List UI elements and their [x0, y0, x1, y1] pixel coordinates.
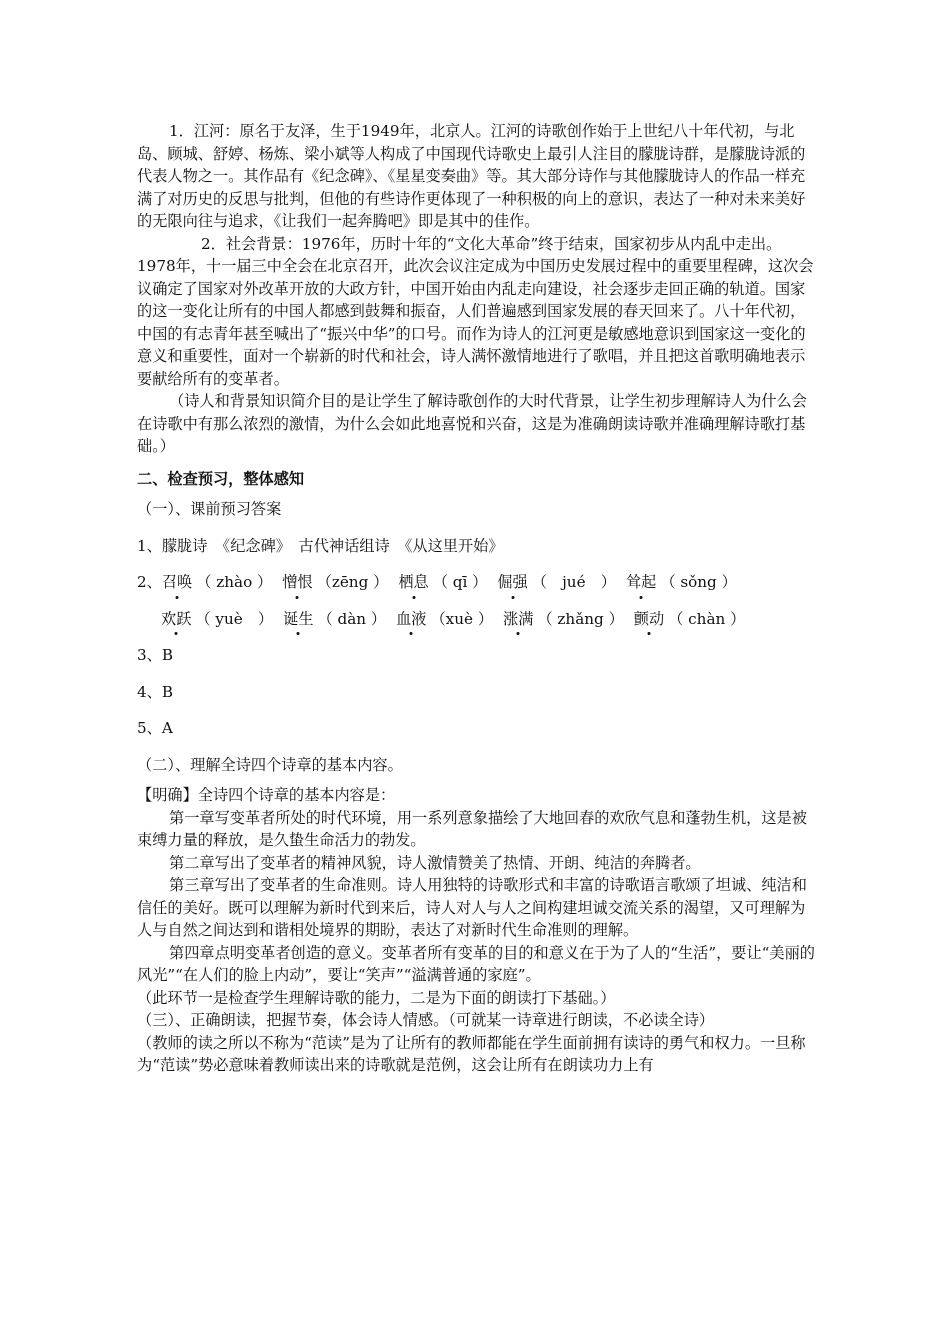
pinyin-reading: （zēng ） — [316, 573, 389, 591]
pinyin-reading: （ jué ） — [531, 573, 616, 591]
pinyin-word: 颤动 — [634, 608, 664, 631]
pinyin-reading: （ zhào ） — [196, 573, 273, 591]
answer-5: 5、A — [137, 719, 173, 737]
pinyin-word: 血液 — [396, 608, 426, 631]
pinyin-reading: （ yuè ） — [195, 609, 274, 628]
answer-1: 1、朦胧诗 《纪念碑》 古代神话组诗 《从这里开始》 — [137, 536, 504, 555]
chapter-2-summary: 第二章写出了变革者的精神风貌，诗人激情赞美了热情、开朗、纯洁的奔腾者。 — [169, 853, 701, 872]
pinyin-reading: （ dàn ） — [317, 609, 387, 628]
paragraph-poet-intro: 1．江河：原名于友泽，生于1949年，北京人。江河的诗歌创作始于上世纪八十年代初，与北岛、顾城、舒婷、杨炼、梁小斌等人构成了中国现代诗歌史上最引人注目的朦胧诗群，是朦胧诗派的代表人物之一。其作品有《纪念碑》、《星星变奏曲》等。其大部分诗作与其他朦胧诗人的作品一样充满了对历史的反思与批判，但他的有些诗作更体现了一种积极的向上的意识，表达了一种对未来美好的无限向往与追求，《让我们一起奔腾吧》即是其中的佳作。 — [137, 122, 806, 230]
answer-2-row-1 — [137, 571, 817, 594]
pinyin-reading: （ sǒng ） — [660, 573, 737, 591]
pinyin-word: 倔强 — [497, 571, 527, 594]
answer-2-label: 2、 — [137, 573, 162, 591]
subheading-reading: （三）、正确朗读，把握节奏，体会诗人情感。（可就某一诗章进行朗读，不必读全诗） — [137, 1011, 715, 1029]
pinyin-reading: （ zhǎng ） — [537, 609, 624, 628]
pinyin-word: 憎恨 — [282, 571, 312, 594]
pinyin-word: 召唤 — [162, 571, 192, 594]
pinyin-word: 耸起 — [626, 571, 656, 594]
pinyin-reading: （ qī ） — [432, 573, 488, 591]
subheading-poem-content: （二）、理解全诗四个诗章的基本内容。 — [137, 755, 403, 774]
section-heading-preview: 二、检查预习，整体感知 — [137, 469, 305, 488]
chapter-1-summary: 第一章写变革者所处的时代环境，用一系列意象描绘了大地回春的欢欣气息和蓬勃生机，这是被束缚力量的释放，是久蛰生命活力的勃发。 — [137, 808, 807, 849]
clarify-label: 【明确】全诗四个诗章的基本内容是： — [137, 786, 396, 804]
subheading-preview-answers: （一）、课前预习答案 — [137, 500, 282, 518]
pinyin-word: 栖息 — [398, 571, 428, 594]
chapter-3-summary: 第三章写出了变革者的生命准则。诗人用独特的诗歌形式和丰富的诗歌语言歌颂了坦诚、纯洁和信任的美好。既可以理解为新时代到来后，诗人对人与人之间构建坦诚交流关系的渴望，又可理解为人与自然之间达到和谐相处境界的期盼，表达了对新时代生命准则的理解。 — [137, 876, 807, 939]
pinyin-word: 涨满 — [503, 608, 533, 631]
chapter-4-summary: 第四章点明变革者创造的意义。变革者所有变革的目的和意义在于为了人的“生活”，要让“美丽的风光”“在人们的脸上内动”，要让“笑声”“溢满普通的家庭”。 — [137, 943, 815, 984]
pinyin-reading: （ chàn ） — [668, 609, 746, 628]
document-page — [137, 120, 817, 1077]
answer-3: 3、B — [137, 646, 174, 664]
pinyin-word: 诞生 — [283, 608, 313, 631]
pinyin-word: 欢跃 — [161, 608, 191, 631]
paragraph-social-background: 2．社会背景：1976年，历时十年的“文化大革命”终于结束，国家初步从内乱中走出。1978年，十一届三中全会在北京召开，此次会议注定成为中国历史发展过程中的重要里程碑，这次会议确定了国家对外改革开放的大政方针，中国开始由内乱走向建设，社会逐步走回正确的轨道。国家的这一变化让所有的中国人都感到鼓舞和振奋，人们普遍感到国家发展的春天回来了。八十年代初，中国的有志青年甚至喊出了“振兴中华”的口号。而作为诗人的江河更是敏感地意识到国家这一变化的意义和重要性，面对一个崭新的时代和社会，诗人满怀激情地进行了歌唱，并且把这首歌明确地表示要献给所有的变革者。 — [137, 234, 814, 388]
pinyin-reading: （xuè ） — [430, 609, 494, 628]
paragraph-note-background: （诗人和背景知识简介目的是让学生了解诗歌创作的大时代背景，让学生初步理解诗人为什么会在诗歌中有那么浓烈的激情，为什么会如此地喜悦和兴奋，这是为准确朗读诗歌并准确理解诗歌打基础。） — [137, 392, 807, 455]
answer-list — [137, 535, 817, 740]
note-understanding: （此环节一是检查学生理解诗歌的能力，二是为下面的朗读打下基础。） — [137, 988, 616, 1007]
paragraph-teacher-reading: （教师的读之所以不称为“范读”是为了让所有的教师都能在学生面前拥有读诗的勇气和权力。一旦称为“范读”势必意味着教师读出来的诗歌就是范例，这会让所有在朗读功力上有 — [137, 1033, 806, 1074]
answer-2-row-2 — [137, 608, 817, 631]
answer-4: 4、B — [137, 682, 174, 701]
